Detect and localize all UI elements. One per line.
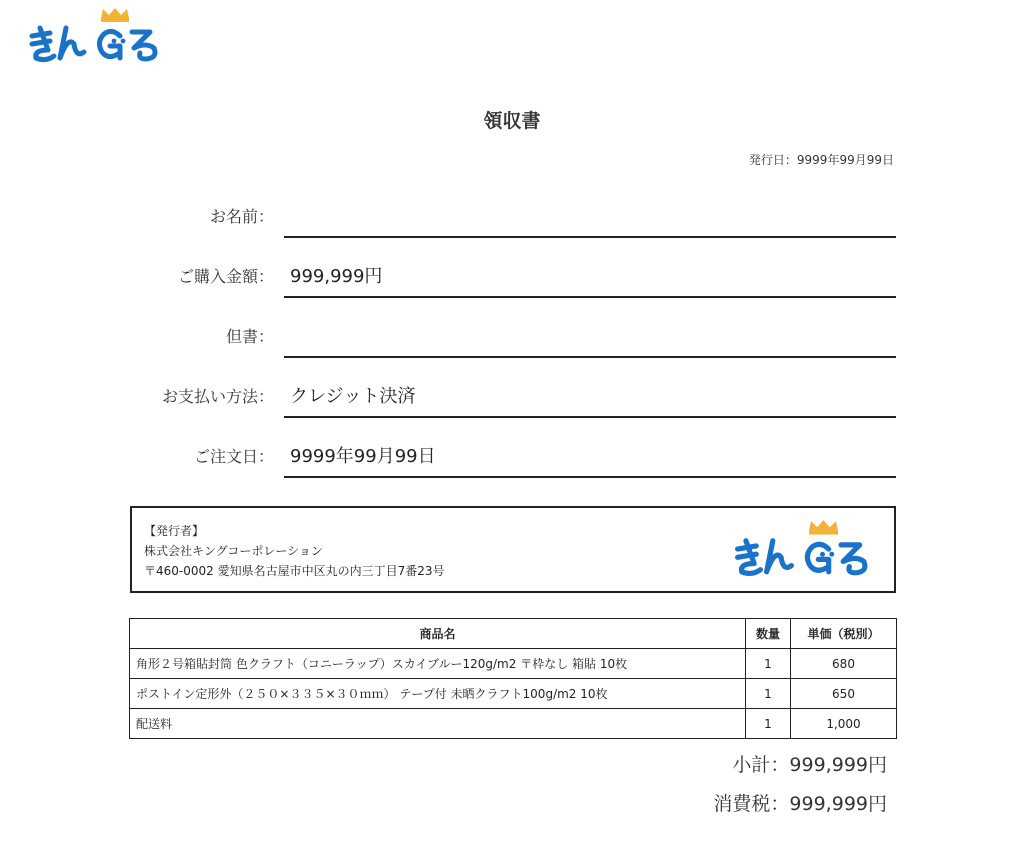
column-header-price: 単価（税別） xyxy=(791,619,897,649)
underline xyxy=(284,476,896,478)
underline xyxy=(284,416,896,418)
items-table xyxy=(129,618,897,739)
column-header-product: 商品名 xyxy=(130,619,746,649)
issuer-heading: 【発行者】 xyxy=(144,524,205,538)
issuer-info xyxy=(144,521,445,581)
field-note-row xyxy=(0,300,1024,360)
table-row xyxy=(130,679,897,709)
issuer-address: 〒460-0002 愛知県名古屋市中区丸の内三丁目7番23号 xyxy=(144,564,445,578)
quantity: 1 xyxy=(746,649,791,679)
field-value: 9999年99月99日 xyxy=(290,446,436,467)
field-value: 999,999円 xyxy=(290,266,383,287)
issue-date: 発行日：9999年99月99日 xyxy=(748,153,894,167)
field-label: お名前： xyxy=(209,207,274,226)
document-title: 領収書 xyxy=(483,110,541,132)
field-order-date-row xyxy=(0,420,1024,480)
quantity: 1 xyxy=(746,709,791,739)
underline xyxy=(284,296,896,298)
product-name: 配送料 xyxy=(130,709,746,739)
field-label: 但書： xyxy=(225,327,274,346)
product-name: ポストイン定形外（２５０×３３５×３０ｍｍ） テープ付 未晒クラフト100g/m2 10枚 xyxy=(130,679,746,709)
field-payment-row xyxy=(0,360,1024,420)
issuer-logo xyxy=(731,518,886,578)
product-name: 角形２号箱貼封筒 色クラフト（コニーラップ）スカイブルー120g/m2 〒枠なし 箱貼 10枚 xyxy=(130,649,746,679)
unit-price: 680 xyxy=(791,649,897,679)
field-label: ご購入金額： xyxy=(177,267,274,286)
crown-icon xyxy=(101,8,129,22)
logo-text: きんぐる xyxy=(733,518,738,519)
unit-price: 650 xyxy=(791,679,897,709)
underline xyxy=(284,356,896,358)
issuer-box xyxy=(130,506,896,593)
issuer-company: 株式会社キングコーポレーション xyxy=(144,544,323,558)
field-amount-row xyxy=(0,240,1024,300)
brand-logo xyxy=(28,6,173,64)
subtotal: 小計：999,999円 xyxy=(732,754,887,776)
field-name-row xyxy=(0,180,1024,240)
unit-price: 1,000 xyxy=(791,709,897,739)
table-header-row xyxy=(130,619,897,649)
field-value: クレジット決済 xyxy=(290,386,416,407)
column-header-qty: 数量 xyxy=(746,619,791,649)
field-label: ご注文日： xyxy=(193,447,274,466)
table-row xyxy=(130,649,897,679)
underline xyxy=(284,236,896,238)
field-label: お支払い方法： xyxy=(161,387,274,406)
table-row xyxy=(130,709,897,739)
logo-text: きんぐる xyxy=(28,6,32,7)
tax-total: 消費税：999,999円 xyxy=(713,793,887,815)
quantity: 1 xyxy=(746,679,791,709)
crown-icon xyxy=(809,520,838,534)
